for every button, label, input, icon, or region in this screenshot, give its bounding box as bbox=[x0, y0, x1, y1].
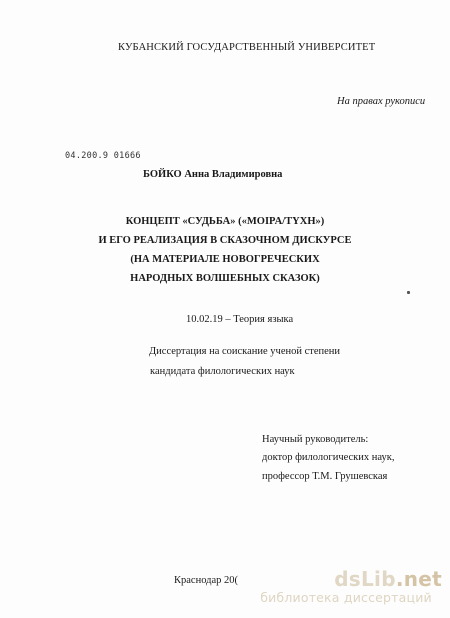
dissertation-line: кандидата филологических наук bbox=[150, 366, 295, 377]
dissertation-line: Диссертация на соискание ученой степени bbox=[149, 346, 341, 357]
scan-speck bbox=[407, 291, 410, 294]
supervisor-line: Научный руководитель: bbox=[262, 434, 369, 445]
city-year: Краснодар 20( bbox=[174, 575, 239, 586]
specialty-code: 10.02.19 – Теория языка bbox=[186, 314, 294, 325]
watermark-logo bbox=[334, 568, 442, 590]
supervisor-line: профессор Т.М. Грушевская bbox=[262, 471, 388, 482]
watermark-logo-dot: .net bbox=[395, 567, 442, 591]
supervisor-line: доктор филологических наук, bbox=[262, 452, 395, 463]
watermark-subtitle: библиотека диссертаций bbox=[260, 590, 432, 605]
library-stamp: ​04.200.9 01666 bbox=[65, 151, 141, 161]
dslib-watermark bbox=[260, 568, 442, 605]
author-name: БОЙКО Анна Владимировна bbox=[143, 169, 283, 180]
watermark-logo-main: dsLib bbox=[334, 567, 396, 591]
title-line: (НА МАТЕРИАЛЕ НОВОГРЕЧЕСКИХ bbox=[130, 254, 320, 265]
university-name: КУБАНСКИЙ ГОСУДАРСТВЕННЫЙ УНИВЕРСИТЕТ bbox=[118, 42, 376, 53]
rights-note: На правах рукописи bbox=[337, 96, 426, 107]
title-line: НАРОДНЫХ ВОЛШЕБНЫХ СКАЗОК) bbox=[130, 273, 320, 284]
title-line: И ЕГО РЕАЛИЗАЦИЯ В СКАЗОЧНОМ ДИСКУРСЕ bbox=[98, 235, 352, 246]
title-line: КОНЦЕПТ «СУДЬБА» («MOIPA/TYXH») bbox=[125, 216, 325, 227]
